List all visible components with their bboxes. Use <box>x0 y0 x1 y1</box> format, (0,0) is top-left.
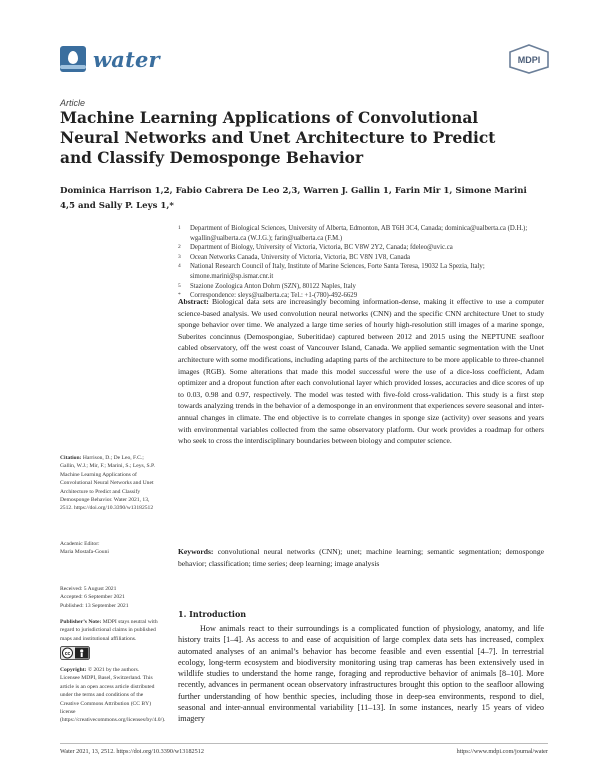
keywords-label: Keywords: <box>178 547 214 556</box>
affiliation-item <box>178 243 548 253</box>
publisher-note-text: MDPI stays neutral with regard to jurisdictional claims in published maps and institutional affiliations. <box>60 619 158 642</box>
copyright-text: © 2021 by the authors. Licensee MDPI, Basel, Switzerland. This article is an open access article distributed under the terms and conditions of the Creative Commons Attribution (CC BY) license (https://creativecommons.org/licenses/by/4.0/). <box>60 667 166 724</box>
published-date: Published: 13 September 2021 <box>60 602 129 609</box>
affiliation-text: Stazione Zoologica Anton Dohrn (SZN), 80122 Naples, Italy <box>190 282 356 290</box>
section-heading-introduction: 1. Introduction <box>178 609 247 619</box>
received-date: Received: 5 August 2021 <box>60 586 117 592</box>
affiliation-item <box>178 262 548 281</box>
affiliation-text: National Research Council of Italy, Institute of Marine Sciences, Forte Santa Teresa, 19032 La Spezia, Italy; simone.marini@sp.ismar.cnr.it <box>190 263 485 280</box>
academic-editor-block <box>60 540 158 557</box>
abstract-label: Abstract: <box>178 297 209 306</box>
affiliation-mark: 5 <box>178 282 181 289</box>
footer-divider <box>60 743 548 744</box>
citation-block <box>60 454 158 513</box>
academic-editor-label: Academic Editor: <box>60 541 100 547</box>
publisher-note <box>60 618 158 643</box>
affiliation-mark: 2 <box>178 244 181 251</box>
journal-name: water <box>93 46 160 72</box>
keywords-text: convolutional neural networks (CNN); unet; machine learning; semantic segmentation; demosponge behavior; classification; time series; deep learning; image analysis <box>178 547 544 568</box>
svg-text:cc: cc <box>64 651 71 657</box>
article-title: Machine Learning Applications of Convolutional Neural Networks and Unet Architecture to Predict and Classify Demosponge Behavior <box>60 109 496 167</box>
publisher-note-label: Publisher’s Note: <box>60 619 102 625</box>
publisher-name: MDPI <box>517 55 541 65</box>
publication-dates <box>60 585 158 610</box>
affiliation-mark: 4 <box>178 263 181 270</box>
affiliation-text: Correspondence: sleys@ualberta.ca; Tel.: +1-(780)-492-6629 <box>190 292 358 300</box>
affiliation-mark: 1 <box>178 225 181 231</box>
introduction-paragraph: How animals react to their surroundings is a complicated function of physiology, anatomy, and life history traits [1–4]. As access to and ease of acquisition of large complex data sets has increased, complex automated analyses of an animal’s behavior has become feasible and even essential [4–7]. In terrestrial ecology, long-term ecosystem and biodiversity monitoring using trap cameras has been extensively used in wildlife studies to understand the home range, foraging and reproductive behavior of animals [8–10]. More recently, advances in permanent ocean observatory infrastructures brought this option to the seafloor allowing further understanding of how benthic species, including those in deep-sea environments, respond to diel, seasonal and inter-annual environmental variability [11–13]. In some instances, nearly 15 years of video imagery <box>178 624 544 724</box>
mdpi-logo-icon[interactable] <box>508 44 550 74</box>
journal-logo[interactable] <box>60 46 160 72</box>
affiliation-item <box>178 282 548 292</box>
copyright-block <box>60 666 166 725</box>
abstract-text: Biological data sets are increasingly becoming information-dense, making it effective to use a computer science-based analysis. We used convolution neural networks (CNN) and the specific CNN architecture Unet to study sponge behavior over time. We analyzed a large time series of hourly high-resolution still images of a marine sponge, Suberites concinnus (Demospongiae, Suberitidae) captured between 2012 and 2015 using the NEPTUNE seafloor cabled observatory, off the west coast of Vancouver Island, Canada. We applied semantic segmentation with the Unet architecture with some modifications, including adapting parts of the architecture to be more applicable to three-channel images (RGB). Some alterations that made this model successful were the use of a dice-loss coefficient, Adam optimizer and a dropout function after each convolutional layer which provided losses, accuracies and dice scores of up to 0.03, 0.98 and 0.97, respectively. The model was tested with five-fold cross-validation. This study is a first step towards analyzing trends in the behavior of a demosponge in an environment that experiences severe seasonal and inter-annual changes in climate. The end objective is to correlate changes in sponge size (activity) over seasons and years with environmental variables collected from the same observatory platform. Our work provides a roadmap for others who seek to cross the interdisciplinary boundaries between biology and computer science. <box>178 297 544 446</box>
abstract <box>178 296 544 447</box>
footer-journal-link[interactable]: https://www.mdpi.com/journal/water <box>456 748 548 755</box>
citation-label: Citation: <box>60 455 82 461</box>
affiliation-text: Department of Biological Sciences, University of Alberta, Edmonton, AB T6H 3C4, Canada; dominica@ualberta.ca (D.H.); wgallin@ualberta.ca (W.J.G.); farin@ualberta.ca (F.M.) <box>190 225 528 242</box>
affiliation-mark: 3 <box>178 253 181 260</box>
page-header <box>60 44 550 76</box>
affiliation-text: Ocean Networks Canada, University of Victoria, Victoria, BC V8N 1V8, Canada <box>190 253 411 261</box>
article-type: Article <box>60 98 86 108</box>
citation-text[interactable]: Harrison, D.; De Leo, F.C.; Gallin, W.J.; Mir, F.; Marini, S.; Leys, S.P. Machine Learning Applications of Convolutional Neural Networks and Unet Architecture to Predict and Classify Demosponge Behavior. Water 2021, 13, 2512. https://doi.org/10.3390/w13182512 <box>60 455 155 512</box>
affiliation-item <box>178 224 548 243</box>
affiliation-item <box>178 253 548 263</box>
cc-by-license-icon[interactable] <box>60 646 90 660</box>
accepted-date: Accepted: 6 September 2021 <box>60 594 125 601</box>
keywords <box>178 546 544 569</box>
footer-citation[interactable]: Water 2021, 13, 2512. https://doi.org/10.3390/w13182512 <box>60 748 204 755</box>
affiliation-mark: * <box>178 292 181 299</box>
copyright-label: Copyright: <box>60 667 87 673</box>
affiliation-text: Department of Biology, University of Victoria, Victoria, BC V8W 2Y2, Canada; fdeleo@uvic.ca <box>190 244 453 252</box>
water-drop-icon <box>60 46 86 72</box>
academic-editor-name: Maria Mostafa-Gouni <box>60 549 109 556</box>
affiliations <box>178 224 548 301</box>
author-list: Dominica Harrison 1,2, Fabio Cabrera De Leo 2,3, Warren J. Gallin 1, Farin Mir 1, Simone Marini 4,5 and Sally P. Leys 1,* <box>60 186 527 211</box>
